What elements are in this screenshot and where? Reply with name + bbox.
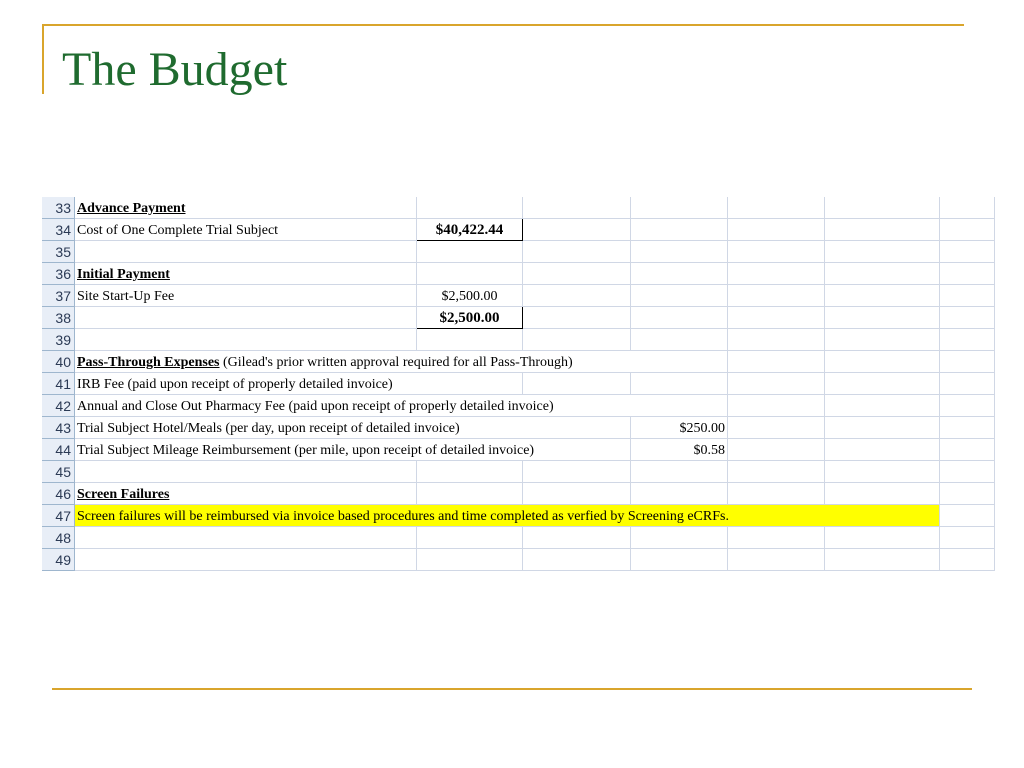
cell-g44[interactable] — [940, 439, 995, 461]
cell-b49[interactable] — [417, 549, 523, 571]
cell-f46[interactable] — [825, 483, 940, 505]
cell-f36[interactable] — [825, 263, 940, 285]
cell-a38[interactable] — [75, 307, 417, 329]
row-44 — [42, 439, 995, 461]
cell-e36[interactable] — [728, 263, 825, 285]
cell-f41[interactable] — [825, 373, 940, 395]
cell-e44[interactable] — [728, 439, 825, 461]
pass-through-note: (Gilead's prior written approval required for all Pass-Through) — [219, 355, 573, 370]
row-number: 47 — [42, 505, 75, 527]
cell-a33[interactable]: Advance Payment — [75, 197, 417, 219]
cell-c48[interactable] — [523, 527, 631, 549]
cell-c37[interactable] — [523, 285, 631, 307]
cell-g37[interactable] — [940, 285, 995, 307]
cell-c45[interactable] — [523, 461, 631, 483]
cell-f37[interactable] — [825, 285, 940, 307]
row-number: 41 — [42, 373, 75, 395]
cell-b39[interactable] — [417, 329, 523, 351]
cell-b36[interactable] — [417, 263, 523, 285]
cell-e41[interactable] — [728, 373, 825, 395]
cell-a41[interactable]: IRB Fee (paid upon receipt of properly detailed invoice) — [75, 373, 523, 395]
cell-c34[interactable] — [523, 219, 631, 241]
cell-g40[interactable] — [940, 351, 995, 373]
slide-title: The Budget — [62, 43, 288, 96]
cell-a48[interactable] — [75, 527, 417, 549]
cell-d35[interactable] — [631, 241, 728, 263]
cell-g36[interactable] — [940, 263, 995, 285]
cell-c36[interactable] — [523, 263, 631, 285]
pass-through-heading: Pass-Through Expenses — [77, 355, 220, 370]
cell-f34[interactable] — [825, 219, 940, 241]
cell-a36[interactable]: Initial Payment — [75, 263, 417, 285]
cell-a35[interactable] — [75, 241, 417, 263]
cell-g45[interactable] — [940, 461, 995, 483]
cell-a37[interactable]: Site Start-Up Fee — [75, 285, 417, 307]
cell-g33[interactable] — [940, 197, 995, 219]
cell-g47[interactable] — [940, 505, 995, 527]
cell-b48[interactable] — [417, 527, 523, 549]
cell-d46[interactable] — [631, 483, 728, 505]
row-number: 43 — [42, 417, 75, 439]
row-45 — [42, 461, 995, 483]
row-41 — [42, 373, 995, 395]
cell-e46[interactable] — [728, 483, 825, 505]
cell-b33[interactable] — [417, 197, 523, 219]
cell-c46[interactable] — [523, 483, 631, 505]
row-number: 49 — [42, 549, 75, 571]
row-38 — [42, 307, 995, 329]
cell-a40[interactable] — [75, 351, 728, 373]
cell-d49[interactable] — [631, 549, 728, 571]
row-33 — [42, 197, 995, 219]
row-47 — [42, 505, 995, 527]
row-49 — [42, 549, 995, 571]
cell-e45[interactable] — [728, 461, 825, 483]
cell-e34[interactable] — [728, 219, 825, 241]
row-number: 42 — [42, 395, 75, 417]
cell-d38[interactable] — [631, 307, 728, 329]
cell-f48[interactable] — [825, 527, 940, 549]
row-number: 44 — [42, 439, 75, 461]
left-rule — [42, 24, 44, 94]
cell-b35[interactable] — [417, 241, 523, 263]
row-number: 39 — [42, 329, 75, 351]
cell-e38[interactable] — [728, 307, 825, 329]
bottom-rule — [52, 688, 972, 690]
cell-f43[interactable] — [825, 417, 940, 439]
cell-d33[interactable] — [631, 197, 728, 219]
cell-g46[interactable] — [940, 483, 995, 505]
cell-b46[interactable] — [417, 483, 523, 505]
cell-d39[interactable] — [631, 329, 728, 351]
cell-c39[interactable] — [523, 329, 631, 351]
row-number: 37 — [42, 285, 75, 307]
row-48 — [42, 527, 995, 549]
cell-d44[interactable]: $0.58 — [631, 439, 728, 461]
cell-a42[interactable]: Annual and Close Out Pharmacy Fee (paid upon receipt of properly detailed invoice) — [75, 395, 728, 417]
row-46 — [42, 483, 995, 505]
cell-a49[interactable] — [75, 549, 417, 571]
row-number: 45 — [42, 461, 75, 483]
cell-a45[interactable] — [75, 461, 417, 483]
row-number: 36 — [42, 263, 75, 285]
cell-d41[interactable] — [631, 373, 728, 395]
row-35 — [42, 241, 995, 263]
cell-d43[interactable]: $250.00 — [631, 417, 728, 439]
row-number: 40 — [42, 351, 75, 373]
cell-f33[interactable] — [825, 197, 940, 219]
cell-d37[interactable] — [631, 285, 728, 307]
cell-d34[interactable] — [631, 219, 728, 241]
cell-a34[interactable]: Cost of One Complete Trial Subject — [75, 219, 417, 241]
cell-f38[interactable] — [825, 307, 940, 329]
row-43 — [42, 417, 995, 439]
cell-g49[interactable] — [940, 549, 995, 571]
row-37 — [42, 285, 995, 307]
cell-b45[interactable] — [417, 461, 523, 483]
cell-b38-total[interactable]: $2,500.00 — [417, 307, 523, 329]
cell-d45[interactable] — [631, 461, 728, 483]
cell-g42[interactable] — [940, 395, 995, 417]
row-number: 38 — [42, 307, 75, 329]
row-number: 35 — [42, 241, 75, 263]
cell-e37[interactable] — [728, 285, 825, 307]
cell-f42[interactable] — [825, 395, 940, 417]
cell-d36[interactable] — [631, 263, 728, 285]
cell-f39[interactable] — [825, 329, 940, 351]
cell-f45[interactable] — [825, 461, 940, 483]
cell-a47-highlighted[interactable]: Screen failures will be reimbursed via invoice based procedures and time completed as verfied by Screening eCRFs. — [75, 505, 940, 527]
cell-g39[interactable] — [940, 329, 995, 351]
cell-c38[interactable] — [523, 307, 631, 329]
cell-g34[interactable] — [940, 219, 995, 241]
row-number: 34 — [42, 219, 75, 241]
cell-g43[interactable] — [940, 417, 995, 439]
cell-b34-total[interactable]: $40,422.44 — [417, 219, 523, 241]
cell-f44[interactable] — [825, 439, 940, 461]
cell-e35[interactable] — [728, 241, 825, 263]
row-42 — [42, 395, 995, 417]
row-number: 33 — [42, 197, 75, 219]
cell-c33[interactable] — [523, 197, 631, 219]
cell-b37[interactable]: $2,500.00 — [417, 285, 523, 307]
cell-g48[interactable] — [940, 527, 995, 549]
row-36 — [42, 263, 995, 285]
cell-e48[interactable] — [728, 527, 825, 549]
row-40 — [42, 351, 995, 373]
row-39 — [42, 329, 995, 351]
cell-g35[interactable] — [940, 241, 995, 263]
cell-e39[interactable] — [728, 329, 825, 351]
cell-e43[interactable] — [728, 417, 825, 439]
cell-a43[interactable]: Trial Subject Hotel/Meals (per day, upon receipt of detailed invoice) — [75, 417, 631, 439]
cell-f40[interactable] — [825, 351, 940, 373]
cell-a44[interactable]: Trial Subject Mileage Reimbursement (per mile, upon receipt of detailed invoice) — [75, 439, 631, 461]
cell-c49[interactable] — [523, 549, 631, 571]
row-number: 48 — [42, 527, 75, 549]
spreadsheet — [42, 197, 995, 571]
cell-e42[interactable] — [728, 395, 825, 417]
top-rule — [42, 24, 964, 26]
cell-a46[interactable]: Screen Failures — [75, 483, 417, 505]
cell-d48[interactable] — [631, 527, 728, 549]
cell-c35[interactable] — [523, 241, 631, 263]
cell-e40[interactable] — [728, 351, 825, 373]
cell-f35[interactable] — [825, 241, 940, 263]
cell-e33[interactable] — [728, 197, 825, 219]
cell-g41[interactable] — [940, 373, 995, 395]
cell-f49[interactable] — [825, 549, 940, 571]
cell-e49[interactable] — [728, 549, 825, 571]
row-34 — [42, 219, 995, 241]
row-number: 46 — [42, 483, 75, 505]
cell-a39[interactable] — [75, 329, 417, 351]
cell-g38[interactable] — [940, 307, 995, 329]
cell-c41[interactable] — [523, 373, 631, 395]
